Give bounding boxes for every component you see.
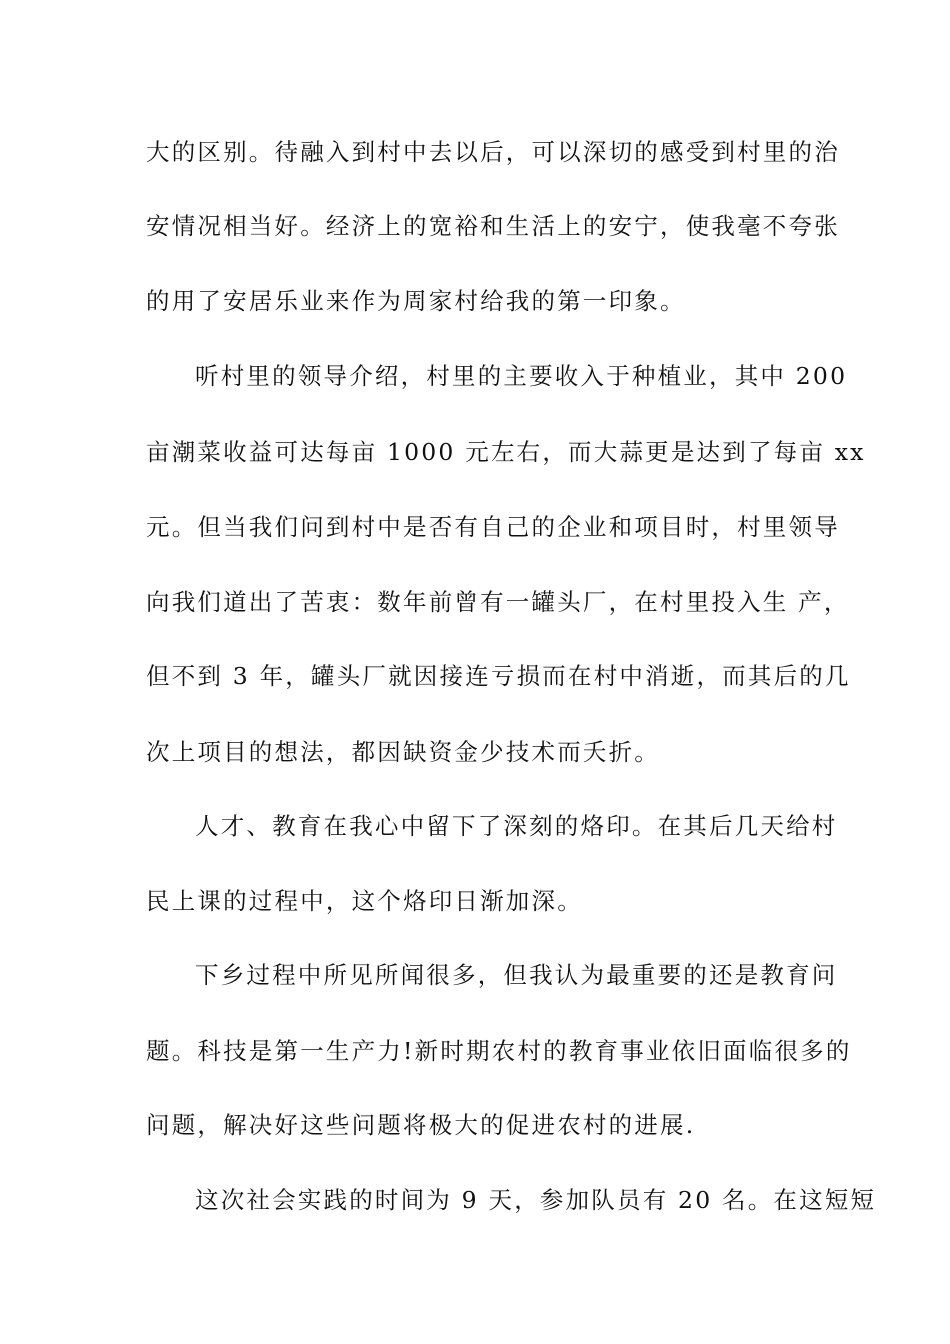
paragraph-first-line: 这次社会实践的时间为 9 天，参加队员有 20 名。在这短短 <box>195 1186 877 1214</box>
text-line: 但不到 3 年，罐头厂就因接连亏损而在村中消逝，而其后的几 <box>146 662 851 690</box>
text-line: 亩潮菜收益可达每亩 1000 元左右，而大蒜更是达到了每亩 xx <box>146 438 866 466</box>
paragraph-first-line: 人才、教育在我心中留下了深刻的烙印。在其后几天给村 <box>195 812 838 840</box>
text-line: 元。但当我们问到村中是否有自己的企业和项目时，村里领导 <box>146 513 840 541</box>
text-line: 安情况相当好。经济上的宽裕和生活上的安宁，使我毫不夸张 <box>146 212 840 240</box>
text-line: 向我们道出了苦衷：数年前曾有一罐头厂，在村里投入生 产， <box>146 588 850 616</box>
paragraph-first-line: 下乡过程中所见所闻很多，但我认为最重要的还是教育问 <box>195 961 838 989</box>
paragraph-first-line: 听村里的领导介绍，村里的主要收入于种植业，其中 200 <box>195 362 848 390</box>
text-line: 的用了安居乐业来作为周家村给我的第一印象。 <box>146 287 686 315</box>
text-line: 次上项目的想法，都因缺资金少技术而夭折。 <box>146 738 660 766</box>
text-line: 民上课的过程中，这个烙印日渐加深。 <box>146 887 583 915</box>
text-line: 问题，解决好这些问题将极大的促进农村的进展. <box>146 1111 696 1139</box>
text-line: 题。科技是第一生产力!新时期农村的教育事业依旧面临很多的 <box>146 1037 852 1065</box>
text-line: 大的区别。待融入到村中去以后，可以深切的感受到村里的治 <box>146 138 840 166</box>
